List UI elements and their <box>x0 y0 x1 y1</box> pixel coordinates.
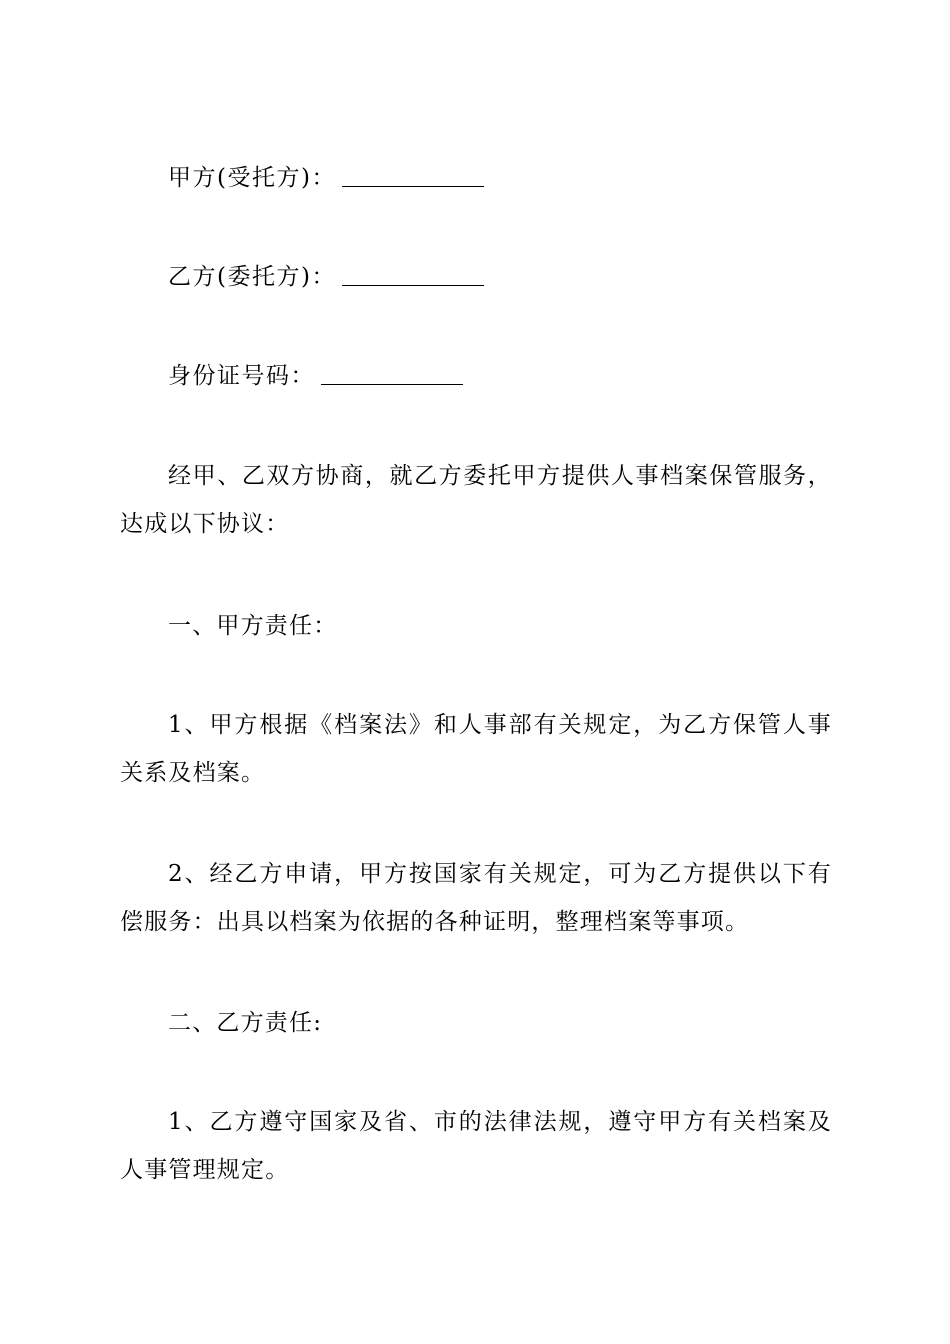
section-heading-party-a: 一、甲方责任： <box>168 613 338 639</box>
party-b-field <box>120 253 832 301</box>
party-a-blank[interactable] <box>342 164 484 187</box>
intro-paragraph: 经甲、乙双方协商，就乙方委托甲方提供人事档案保管服务，达成以下协议： <box>120 463 832 537</box>
id-number-blank[interactable] <box>321 362 463 385</box>
party-b-blank[interactable] <box>342 263 484 286</box>
section-heading-party-b: 二、乙方责任: <box>168 1010 323 1036</box>
party-a-clause-2: 2、经乙方申请，甲方按国家有关规定，可为乙方提供以下有偿服务：出具以档案为依据的各种证明，整理档案等事项。 <box>120 861 832 935</box>
id-number-label: 身份证号码： <box>168 363 315 389</box>
party-b-clause-1: 1、乙方遵守国家及省、市的法律法规，遵守甲方有关档案及人事管理规定。 <box>120 1109 832 1183</box>
party-a-label: 甲方(受托方)： <box>168 165 336 191</box>
party-b-label: 乙方(委托方)： <box>168 264 336 290</box>
party-a-clause-1: 1、甲方根据《档案法》和人事部有关规定，为乙方保管人事关系及档案。 <box>120 712 832 786</box>
party-a-field <box>120 154 832 202</box>
id-number-field <box>120 352 832 400</box>
